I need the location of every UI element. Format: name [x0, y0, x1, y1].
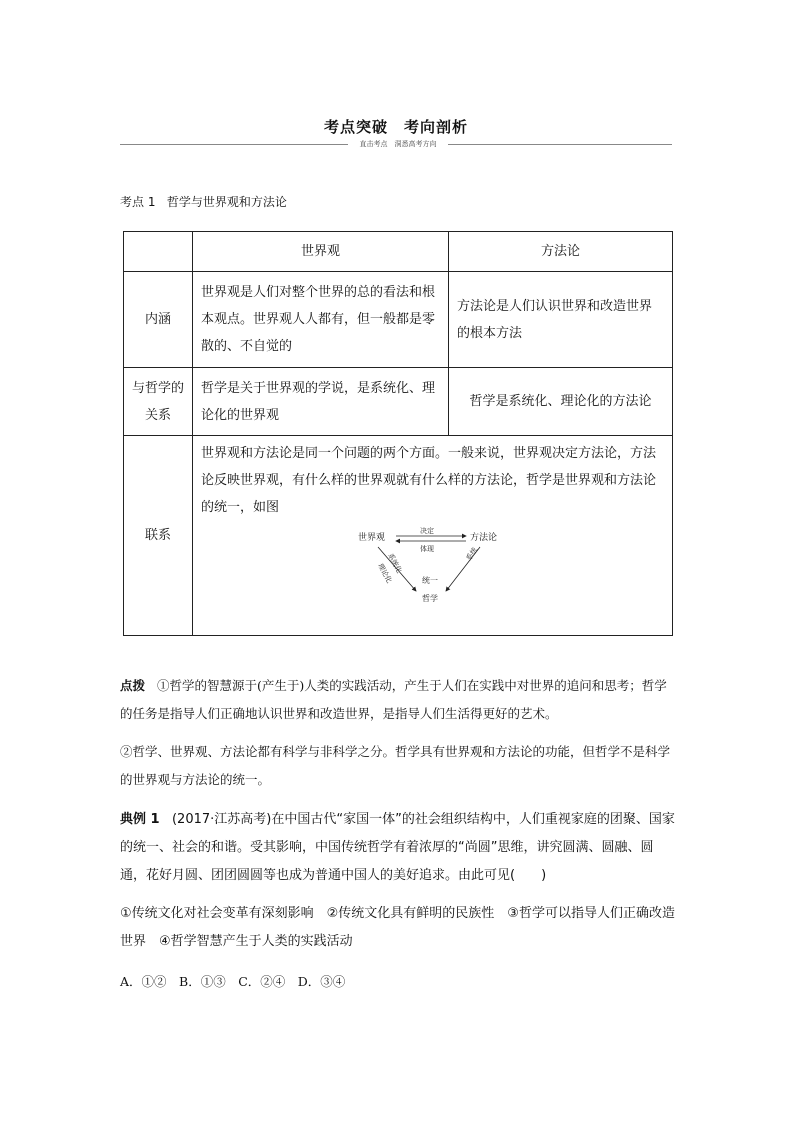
table-header-row [124, 232, 673, 272]
example-statements-text: ①传统文化对社会变革有深刻影响 ②传统文化具有鲜明的民族性 ③哲学可以指导人们正确改造世界 ④哲学智慧产生于人类的实践活动 [120, 906, 675, 949]
relation-diagram [358, 525, 508, 603]
section-heading [120, 193, 287, 210]
tip-paragraph-2 [120, 738, 676, 794]
row-head-link: 联系 [124, 436, 193, 636]
section-label: 考点 1 [120, 195, 156, 209]
table-row [124, 272, 673, 368]
example-statements [120, 900, 676, 956]
header-subtitle: 直击考点 洞悉高考方向 [348, 140, 448, 149]
tip-paragraph-1 [120, 672, 676, 728]
link-text: 世界观和方法论是同一个问题的两个方面。一般来说，世界观决定方法论，方法论反映世界观，有什么样的世界观就有什么样的方法论，哲学是世界观和方法论的统一，如图 [201, 446, 657, 515]
row-head-relation: 与哲学的关系 [124, 368, 193, 436]
example-label: 典例 1 [120, 812, 160, 827]
label-reflects: 体现 [419, 545, 434, 553]
cell-link [193, 436, 673, 636]
node-worldview: 世界观 [357, 533, 385, 543]
node-methodology: 方法论 [469, 533, 497, 543]
header-title: 考点突破 考向剖析 [323, 118, 468, 136]
header [120, 116, 672, 137]
cell-methodology-relation: 哲学是系统化、理论化的方法论 [449, 368, 673, 436]
example-options [120, 968, 676, 996]
label-theorized: 理论化 [375, 562, 393, 585]
example-options-text: A．①② B．①③ C．②④ D．③④ [120, 974, 346, 989]
cell-worldview-connotation: 世界观是人们对整个世界的总的看法和根本观点。世界观人人都有，但一般都是零散的、不自觉的 [193, 272, 449, 368]
cell-worldview-relation: 哲学是关于世界观的学说，是系统化、理论化的世界观 [193, 368, 449, 436]
column-header-methodology: 方法论 [449, 232, 673, 272]
tip-text-2: ②哲学、世界观、方法论都有科学与非科学之分。哲学具有世界观和方法论的功能，但哲学不是科学的世界观与方法论的统一。 [120, 744, 671, 787]
example-stem [120, 806, 676, 890]
label-system: 系统 [464, 545, 479, 563]
column-header-worldview: 世界观 [193, 232, 449, 272]
example-stem-text: 在中国古代“家国一体”的社会组织结构中，人们重视家庭的团聚、国家的统一、社会的和谐。受其影响，中国传统哲学有着浓厚的“尚圆”思维，讲究圆满、圆融、圆通，花好月圆、团团圆圆等也成为普通中国人的美好追求。由此可见( ) [120, 812, 675, 883]
tip-label: 点拨 [120, 678, 146, 693]
table-row [124, 436, 673, 636]
node-unity: 统一 [421, 576, 438, 585]
table-corner-cell [124, 232, 193, 272]
comparison-table [123, 231, 673, 636]
table-row [124, 368, 673, 436]
section-title: 哲学与世界观和方法论 [166, 195, 287, 209]
label-systematized: 系统化 [385, 552, 403, 575]
label-decides: 决定 [419, 527, 434, 535]
row-head-connotation: 内涵 [124, 272, 193, 368]
cell-methodology-connotation: 方法论是人们认识世界和改造世界的根本方法 [449, 272, 673, 368]
tip-text-1: ①哲学的智慧源于(产生于)人类的实践活动，产生于人们在实践中对世界的追问和思考；哲学的任务是指导人们正确地认识世界和改造世界，是指导人们生活得更好的艺术。 [120, 678, 667, 721]
example-source: (2017·江苏高考) [171, 812, 272, 827]
node-philosophy: 哲学 [421, 594, 438, 603]
